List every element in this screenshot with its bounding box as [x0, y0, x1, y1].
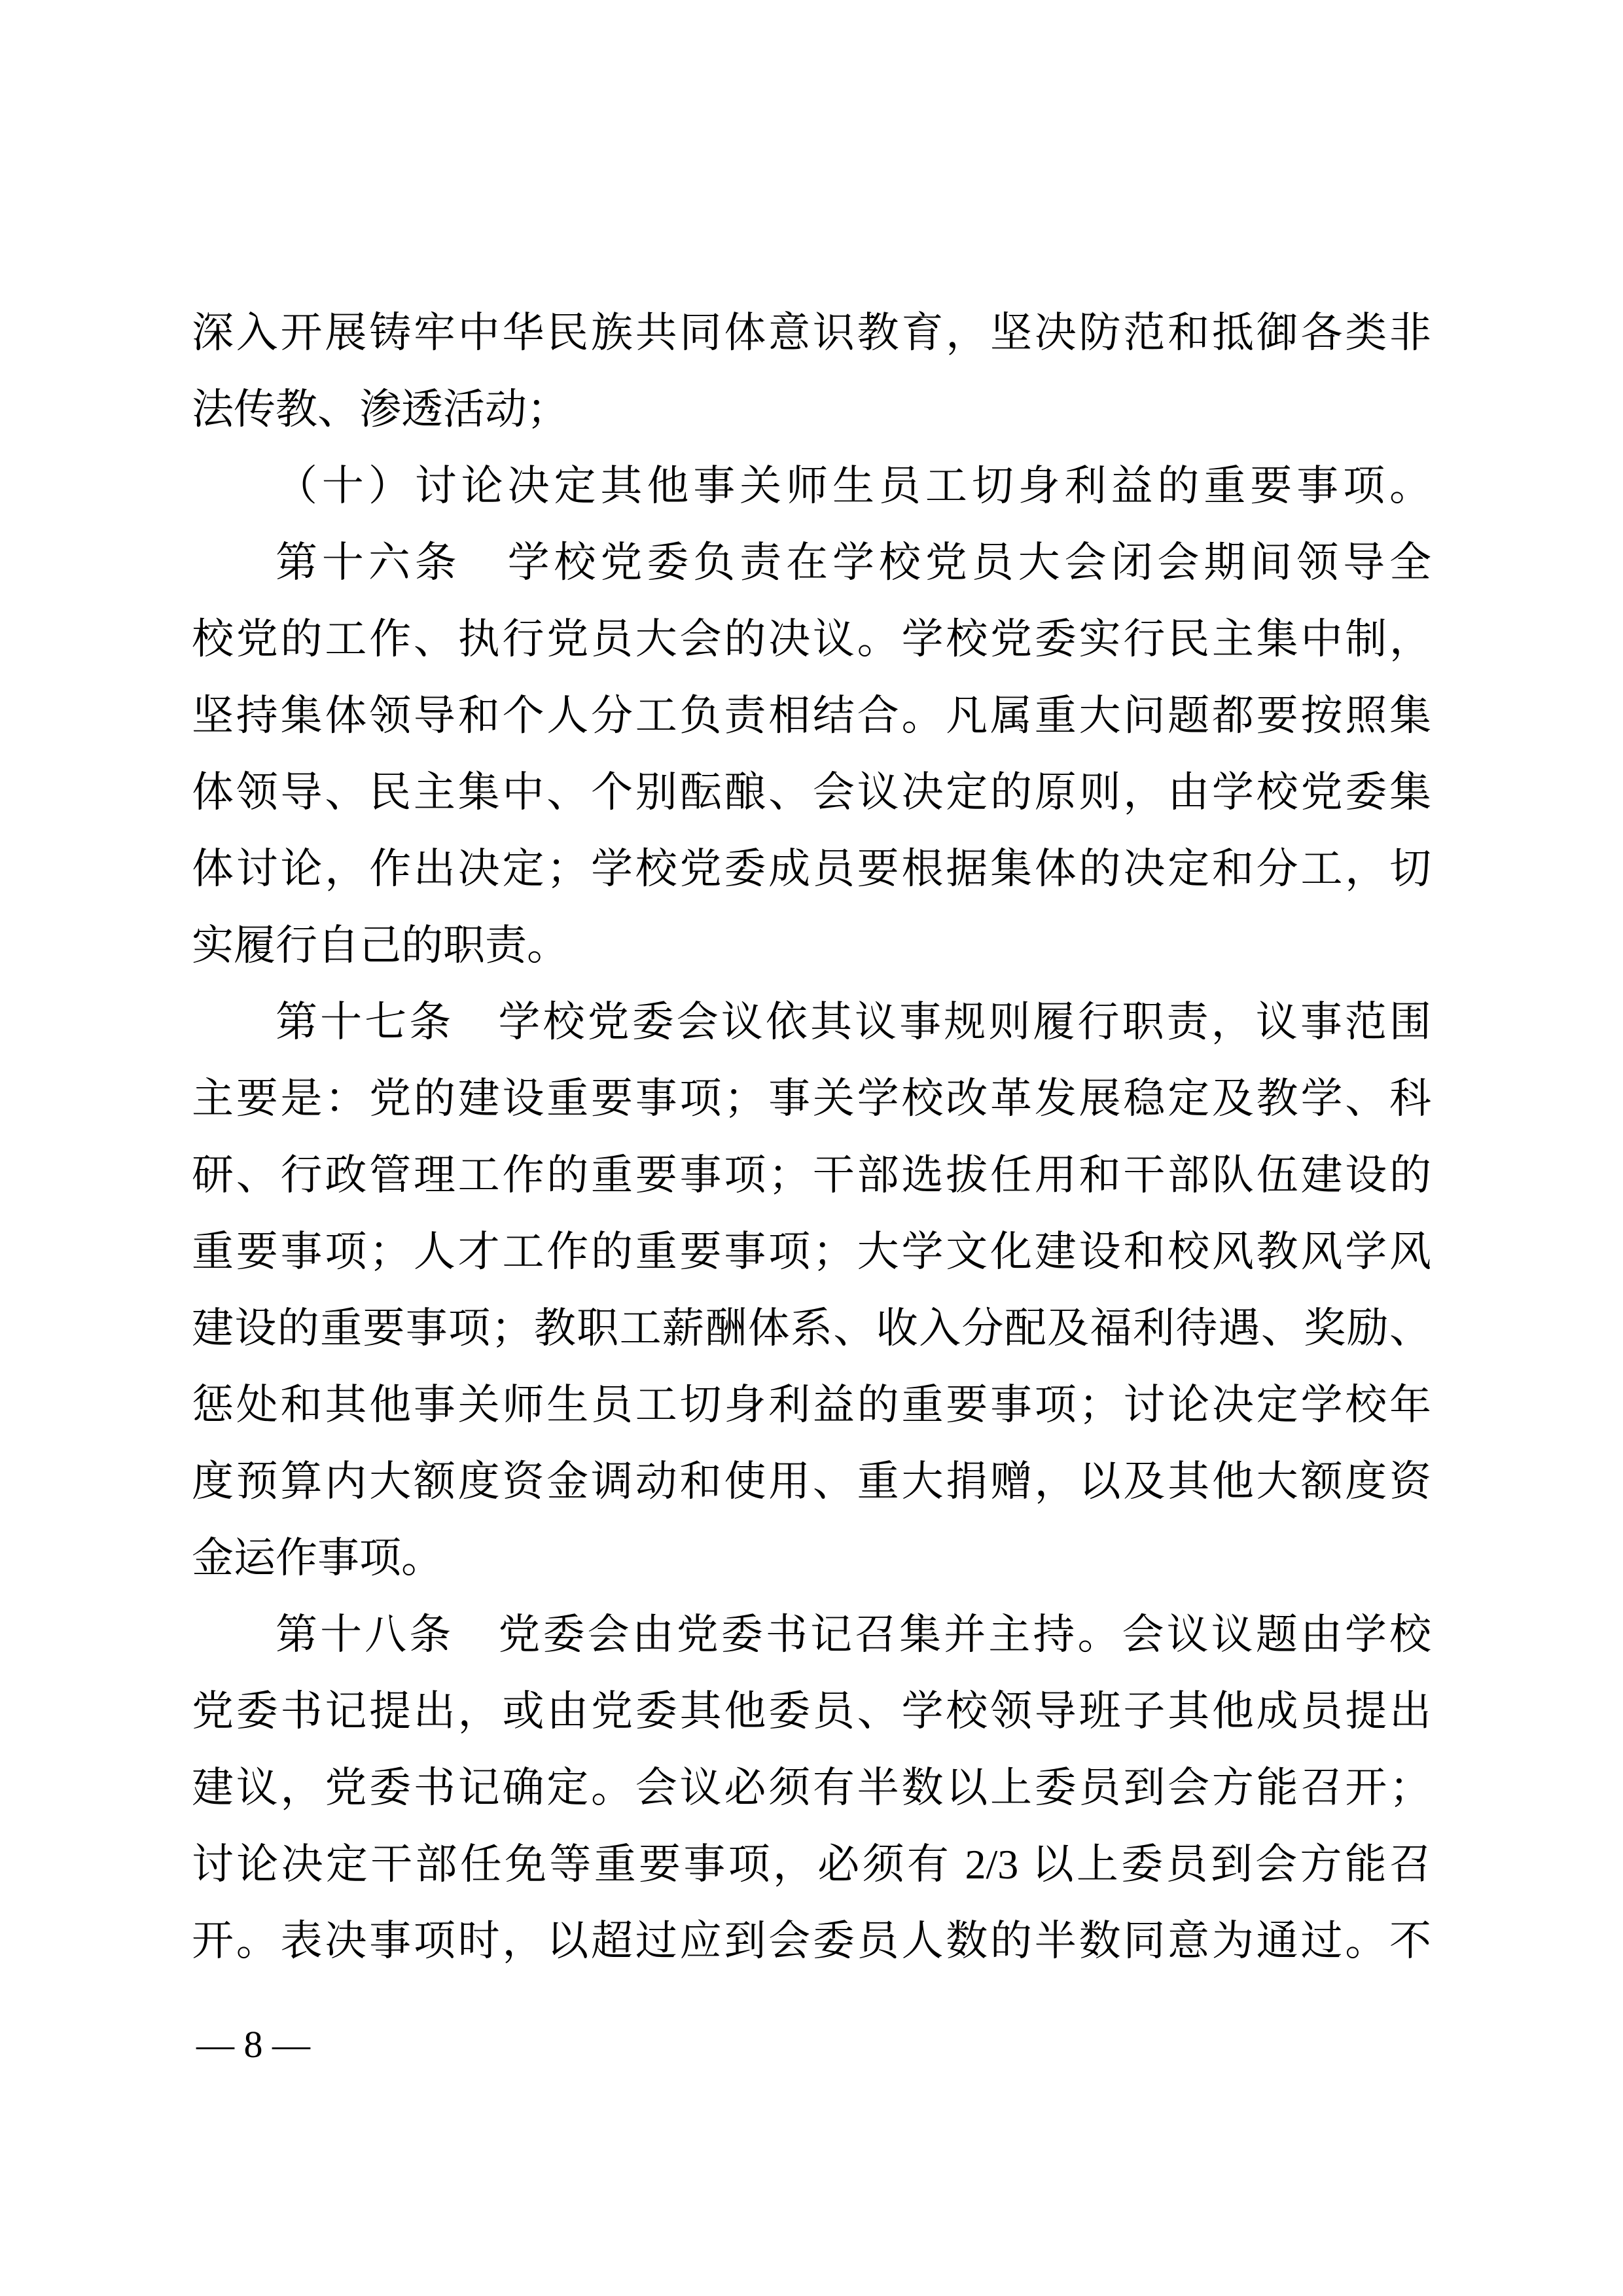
text-line: 建设的重要事项；教职工薪酬体系、收入分配及福利待遇、奖励、: [192, 1305, 1431, 1352]
text-line: 开。表决事项时，以超过应到会委员人数的半数同意为通过。不: [192, 1918, 1431, 1964]
text-line: （十）讨论决定其他事关师生员工切身利益的重要事项。: [276, 463, 1431, 509]
text-line: 惩处和其他事关师生员工切身利益的重要事项；讨论决定学校年: [192, 1382, 1431, 1428]
text-line: 主要是：党的建设重要事项；事关学校改革发展稳定及教学、科: [192, 1075, 1431, 1122]
text-line: 坚持集体领导和个人分工负责相结合。凡属重大问题都要按照集: [192, 692, 1431, 739]
text-line: 金运作事项。: [192, 1535, 443, 1581]
text-line: 重要事项；人才工作的重要事项；大学文化建设和校风教风学风: [192, 1229, 1431, 1275]
text-line: 实履行自己的职责。: [192, 922, 569, 969]
text-line: 校党的工作、执行党员大会的决议。学校党委实行民主集中制，: [192, 616, 1431, 662]
text-line: 建议，党委书记确定。会议必须有半数以上委员到会方能召开；: [192, 1765, 1431, 1811]
text-line: 第十八条 党委会由党委书记召集并主持。会议议题由学校: [276, 1611, 1431, 1658]
text-line: 第十六条 学校党委负责在学校党员大会闭会期间领导全: [276, 539, 1431, 586]
document-text: [192, 295, 1431, 1979]
text-line: 法传教、渗透活动；: [192, 386, 569, 433]
page-number: — 8 —: [196, 2023, 310, 2066]
text-line: 体领导、民主集中、个别酝酿、会议决定的原则，由学校党委集: [192, 769, 1431, 816]
text-line: 深入开展铸牢中华民族共同体意识教育，坚决防范和抵御各类非: [192, 310, 1431, 356]
text-line: 讨论决定干部任免等重要事项，必须有 2/3 以上委员到会方能召: [192, 1841, 1431, 1888]
text-line: 度预算内大额度资金调动和使用、重大捐赠，以及其他大额度资: [192, 1458, 1431, 1505]
text-line: 党委书记提出，或由党委其他委员、学校领导班子其他成员提出: [192, 1688, 1431, 1734]
text-line: 第十七条 学校党委会议依其议事规则履行职责，议事范围: [276, 999, 1431, 1045]
text-line: 体讨论，作出决定；学校党委成员要根据集体的决定和分工，切: [192, 846, 1431, 892]
text-line: 研、行政管理工作的重要事项；干部选拔任用和干部队伍建设的: [192, 1152, 1431, 1198]
